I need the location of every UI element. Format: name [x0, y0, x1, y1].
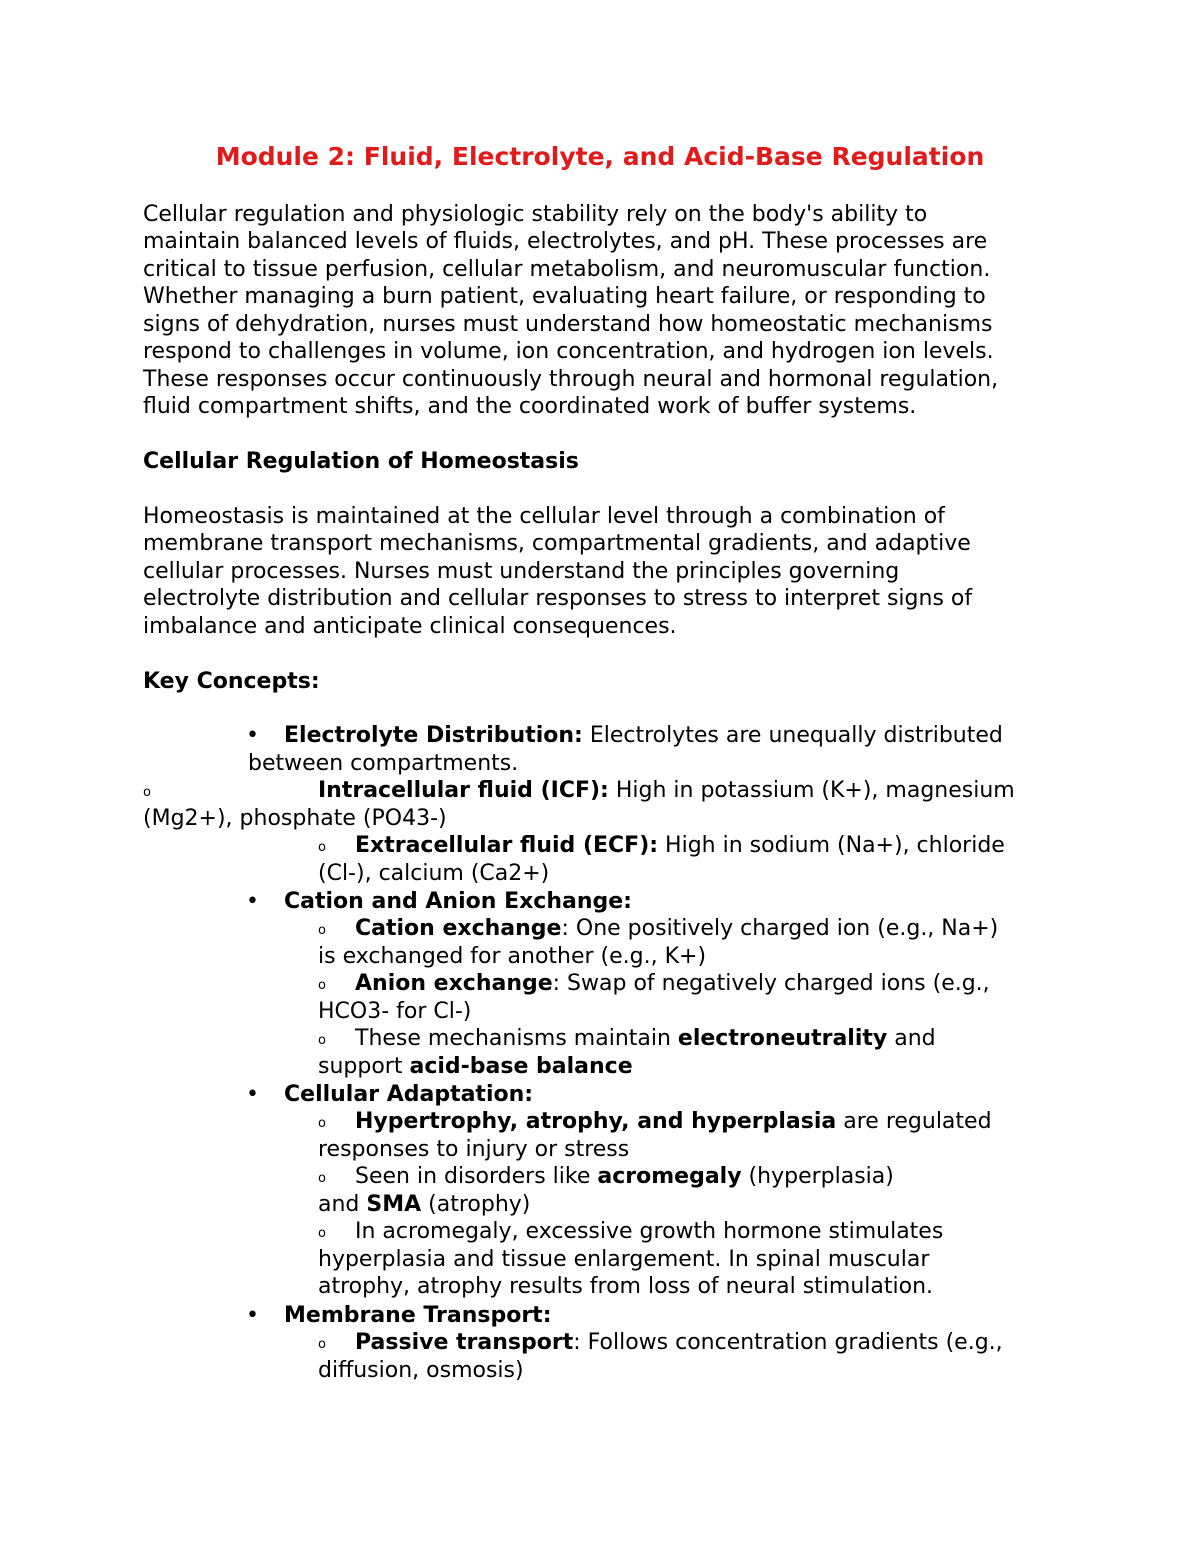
bullet-icon: • [246, 1082, 259, 1107]
sub-list-item-continuation: HCO3- for Cl-) [318, 999, 472, 1024]
sub-list-item-continuation: is exchanged for another (e.g., K+) [318, 944, 707, 969]
sub-bullet-icon: o [318, 923, 326, 938]
sub-bullet-icon: o [318, 1116, 326, 1131]
sub-list-item: Extracellular fluid (ECF): High in sodium (Na+), chloride [355, 833, 1005, 858]
sub-list-item: Hypertrophy, atrophy, and hyperplasia are regulated [355, 1109, 992, 1134]
sub-bullet-icon: o [318, 978, 326, 993]
sub-list-item-continuation: atrophy, atrophy results from loss of neural stimulation. [318, 1274, 934, 1299]
sub-list-item: In acromegaly, excessive growth hormone stimulates [355, 1219, 944, 1244]
sub-bullet-icon: o [143, 785, 151, 800]
sub-list-item-continuation: diffusion, osmosis) [318, 1358, 524, 1383]
sub-list-item: These mechanisms maintain electroneutrality and [355, 1026, 936, 1051]
sub-bullet-icon: o [318, 1337, 326, 1352]
list-item: Electrolyte Distribution: Electrolytes are unequally distributed [284, 723, 1003, 748]
sub-list-item-continuation: (Cl-), calcium (Ca2+) [318, 861, 550, 886]
key-concepts-heading: Key Concepts: [143, 669, 320, 694]
intro-line: critical to tissue perfusion, cellular metabolism, and neuromuscular function. [143, 257, 991, 282]
sub-list-item-continuation: and SMA (atrophy) [318, 1192, 531, 1217]
intro-line: signs of dehydration, nurses must understand how homeostatic mechanisms [143, 312, 993, 337]
bullet-icon: • [246, 1303, 259, 1328]
intro-line: respond to challenges in volume, ion concentration, and hydrogen ion levels. [143, 339, 994, 364]
electrolyte-distribution-label: Electrolyte Distribution: [284, 723, 583, 748]
section-line: electrolyte distribution and cellular responses to stress to interpret signs of [143, 586, 973, 611]
sub-list-item: Anion exchange: Swap of negatively charged ions (e.g., [355, 971, 990, 996]
section-heading: Cellular Regulation of Homeostasis [143, 449, 579, 474]
section-line: membrane transport mechanisms, compartmental gradients, and adaptive [143, 531, 971, 556]
intro-line: maintain balanced levels of fluids, electrolytes, and pH. These processes are [143, 229, 988, 254]
sub-bullet-icon: o [318, 1033, 326, 1048]
sub-list-item-continuation: responses to injury or stress [318, 1137, 630, 1162]
bullet-icon: • [246, 889, 259, 914]
sub-list-item: Cation exchange: One positively charged ion (e.g., Na+) [355, 916, 999, 941]
section-line: cellular processes. Nurses must understand the principles governing [143, 559, 900, 584]
intro-line: Cellular regulation and physiologic stability rely on the body's ability to [143, 202, 928, 227]
section-line: imbalance and anticipate clinical consequences. [143, 614, 677, 639]
sub-list-item-continuation: support acid-base balance [318, 1054, 633, 1079]
bullet-icon: • [246, 723, 259, 748]
document-title: Module 2: Fluid, Electrolyte, and Acid-Base Regulation [215, 142, 985, 171]
sub-list-item-continuation: (Mg2+), phosphate (PO43-) [143, 806, 447, 831]
sub-list-item-continuation: hyperplasia and tissue enlargement. In spinal muscular [318, 1247, 930, 1272]
list-item: Cation and Anion Exchange: [284, 889, 632, 914]
list-item: Membrane Transport: [284, 1303, 552, 1328]
sub-bullet-icon: o [318, 840, 326, 855]
intro-line: These responses occur continuously through neural and hormonal regulation, [143, 367, 999, 392]
sub-bullet-icon: o [318, 1226, 326, 1241]
section-line: Homeostasis is maintained at the cellular level through a combination of [143, 504, 945, 529]
sub-bullet-icon: o [318, 1171, 326, 1186]
list-item: Cellular Adaptation: [284, 1082, 534, 1107]
sub-list-item: Intracellular fluid (ICF): High in potassium (K+), magnesium [318, 778, 1015, 803]
list-item-continuation: between compartments. [248, 751, 519, 776]
sub-list-item: Passive transport: Follows concentration gradients (e.g., [355, 1330, 1003, 1355]
sub-list-item: Seen in disorders like acromegaly (hyperplasia) [355, 1164, 894, 1189]
intro-line: fluid compartment shifts, and the coordinated work of buffer systems. [143, 394, 917, 419]
intro-line: Whether managing a burn patient, evaluating heart failure, or responding to [143, 284, 986, 309]
